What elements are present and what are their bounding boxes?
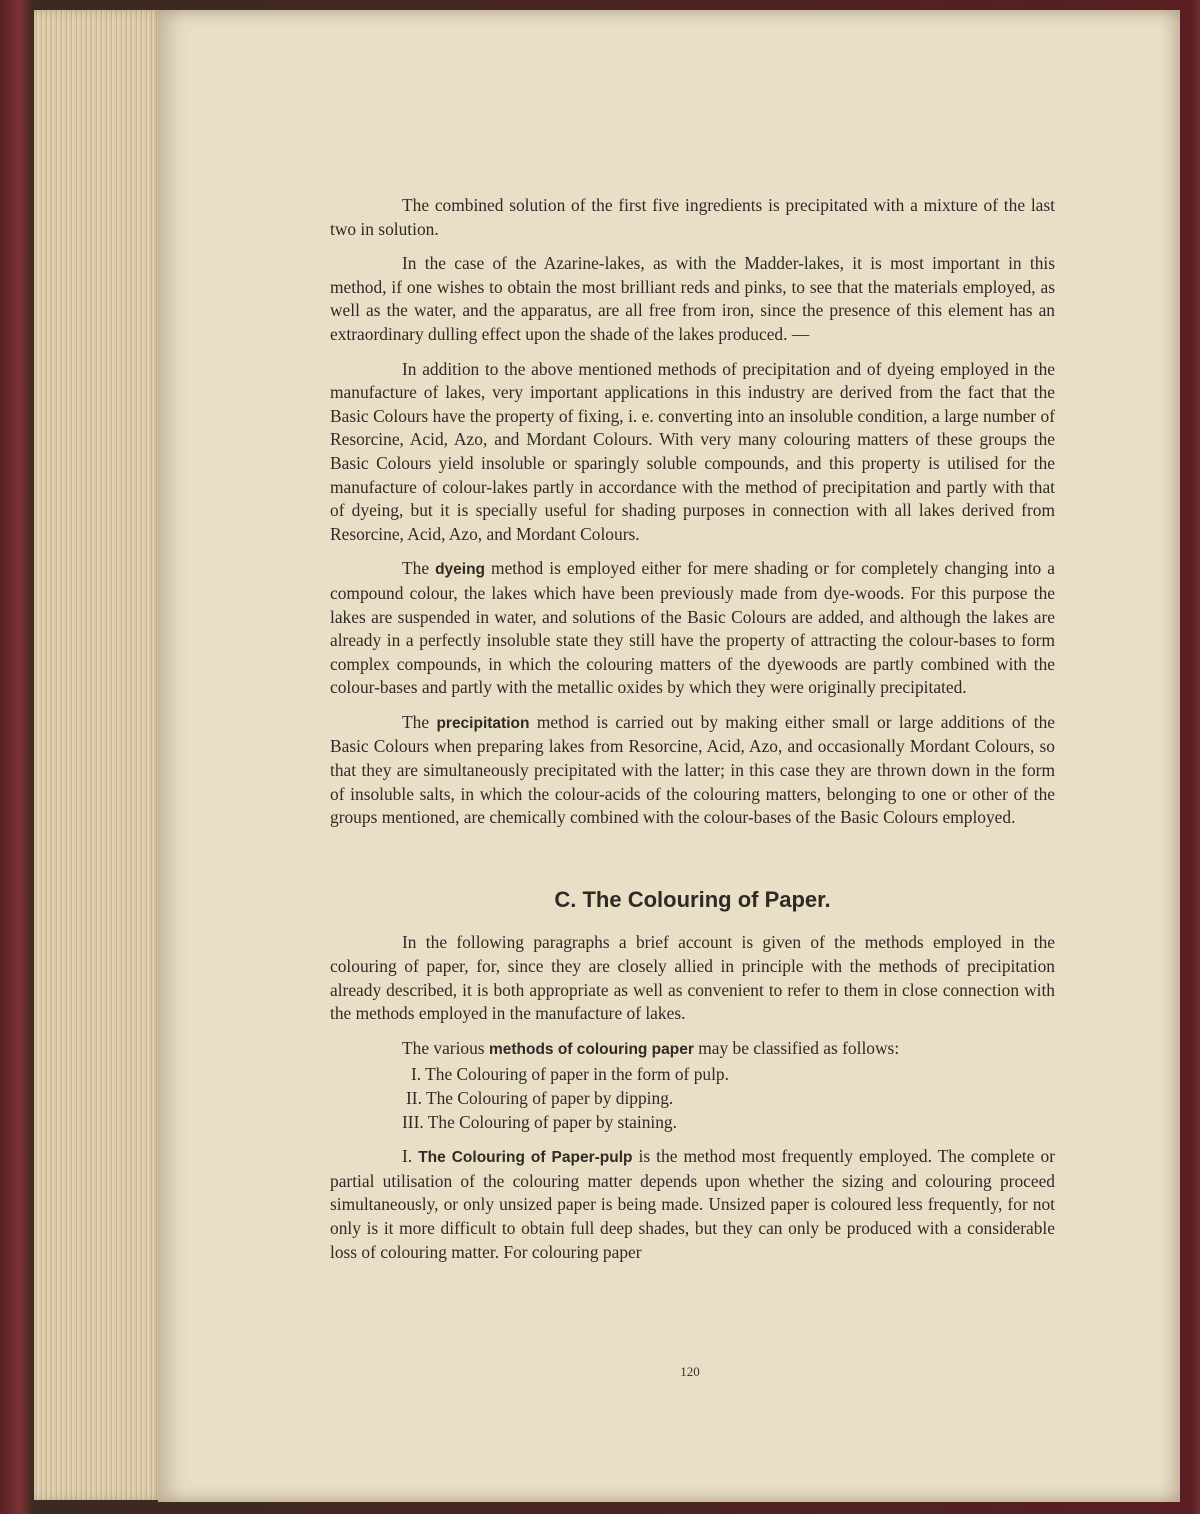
methods-list bbox=[330, 1063, 1055, 1134]
paragraph bbox=[330, 252, 1055, 346]
paragraph bbox=[330, 358, 1055, 547]
paragraph-text: The bbox=[402, 711, 437, 732]
list-item: I. The Colouring of paper in the form of pulp. bbox=[411, 1064, 729, 1085]
paragraph-text: method is carried out by making either small or large additions of the Basic Colours when preparing lakes from Resorcine, Acid, Azo, and occasionally Mordant Colours, so that they are simultaneously precipitated with the latter; in this case they are thrown down in the form of insoluble salts, in which the colour-acids of the colouring matters, belonging to one or other of the groups mentioned, are chemically combined with the colour-bases of the Basic Colours employed. bbox=[330, 711, 1056, 828]
paragraph-text: In addition to the above mentioned methods of precipitation and of dyeing employed in the manufacture of lakes, very important applications in this industry are derived from the fact that the Basic Colours have the property of fixing, i. e. converting into an insoluble condition, a large number of Resorcine, Acid, Azo, and Mordant Colours. With very many colouring matters of these groups the Basic Colours yield insoluble or sparingly soluble compounds, and this property is utilised for the manufacture of colour-lakes partly in accordance with the method of precipitation and partly with that of dyeing, but it is specially useful for shading purposes in connection with all lakes derived from Resorcine, Acid, Azo, and Mordant Colours. bbox=[330, 358, 1055, 544]
paragraph-text: The bbox=[402, 558, 436, 579]
list-item: II. The Colouring of paper by dipping. bbox=[406, 1088, 674, 1108]
paragraph-text: I. bbox=[402, 1146, 419, 1167]
paragraph bbox=[330, 557, 1055, 700]
paragraph-text: may be classified as follows: bbox=[693, 1037, 900, 1058]
paragraph-text: is the method most frequently employed. The complete or partial utilisation of the colouring matter depends upon whether the sizing and colouring proceed simultaneously, or only unsized paper is being made. Unsized paper is coloured less frequently, for not only is it more difficult to obtain full deep shades, but they can only be produced with a considerable loss of colouring matter. For colouring paper bbox=[330, 1146, 1055, 1262]
paragraph bbox=[330, 711, 1055, 830]
section-heading: C. The Colouring of Paper. bbox=[554, 886, 831, 912]
paragraph-text: The various bbox=[402, 1037, 489, 1058]
page-body bbox=[330, 194, 1055, 1275]
bold-term: The Colouring of Paper-pulp bbox=[418, 1149, 633, 1167]
paragraph bbox=[330, 1037, 1055, 1062]
list-item: III. The Colouring of paper by staining. bbox=[402, 1111, 677, 1132]
paragraph bbox=[330, 1145, 1055, 1264]
paragraph-text: In the following paragraphs a brief account is given of the methods employed in the colouring of paper, for, since they are closely allied in principle with the methods of precipitation already described, it is both appropriate as well as convenient to refer to them in close connection with the methods employed in the manufacture of lakes. bbox=[330, 932, 1055, 1024]
page-number: 120 bbox=[680, 1364, 700, 1379]
paragraph-text: The combined solution of the first five ingredients is precipitated with a mixture of the last two in solution. bbox=[330, 195, 1055, 239]
bold-term: dyeing bbox=[435, 561, 486, 579]
bold-term: precipitation bbox=[436, 714, 530, 732]
paragraph-text: method is employed either for mere shading or for completely changing into a compound colour, the lakes which have been previously made from dye-woods. For this purpose the lakes are suspended in water, and solutions of the Basic Colours are added, and although the lakes are already in a perfectly insoluble state they still have the property of attracting the colour-bases to form complex compounds, in which the colouring matters of the dyewoods are partly combined with the colour-bases and partly with the metallic oxides by which they were originally precipitated. bbox=[330, 558, 1055, 698]
paragraph bbox=[330, 931, 1055, 1025]
bold-term: methods of colouring paper bbox=[488, 1040, 694, 1058]
paragraph-text: In the case of the Azarine-lakes, as with the Madder-lakes, it is most important in this method, if one wishes to obtain the most brilliant reds and pinks, to see that the materials employed, as well as the water, and the apparatus, are all free from iron, since the presence of this element has an extraordinary dulling effect upon the shade of the lakes produced. — bbox=[330, 253, 1055, 344]
paragraph bbox=[330, 194, 1055, 241]
page-stack-edge bbox=[34, 10, 164, 1500]
